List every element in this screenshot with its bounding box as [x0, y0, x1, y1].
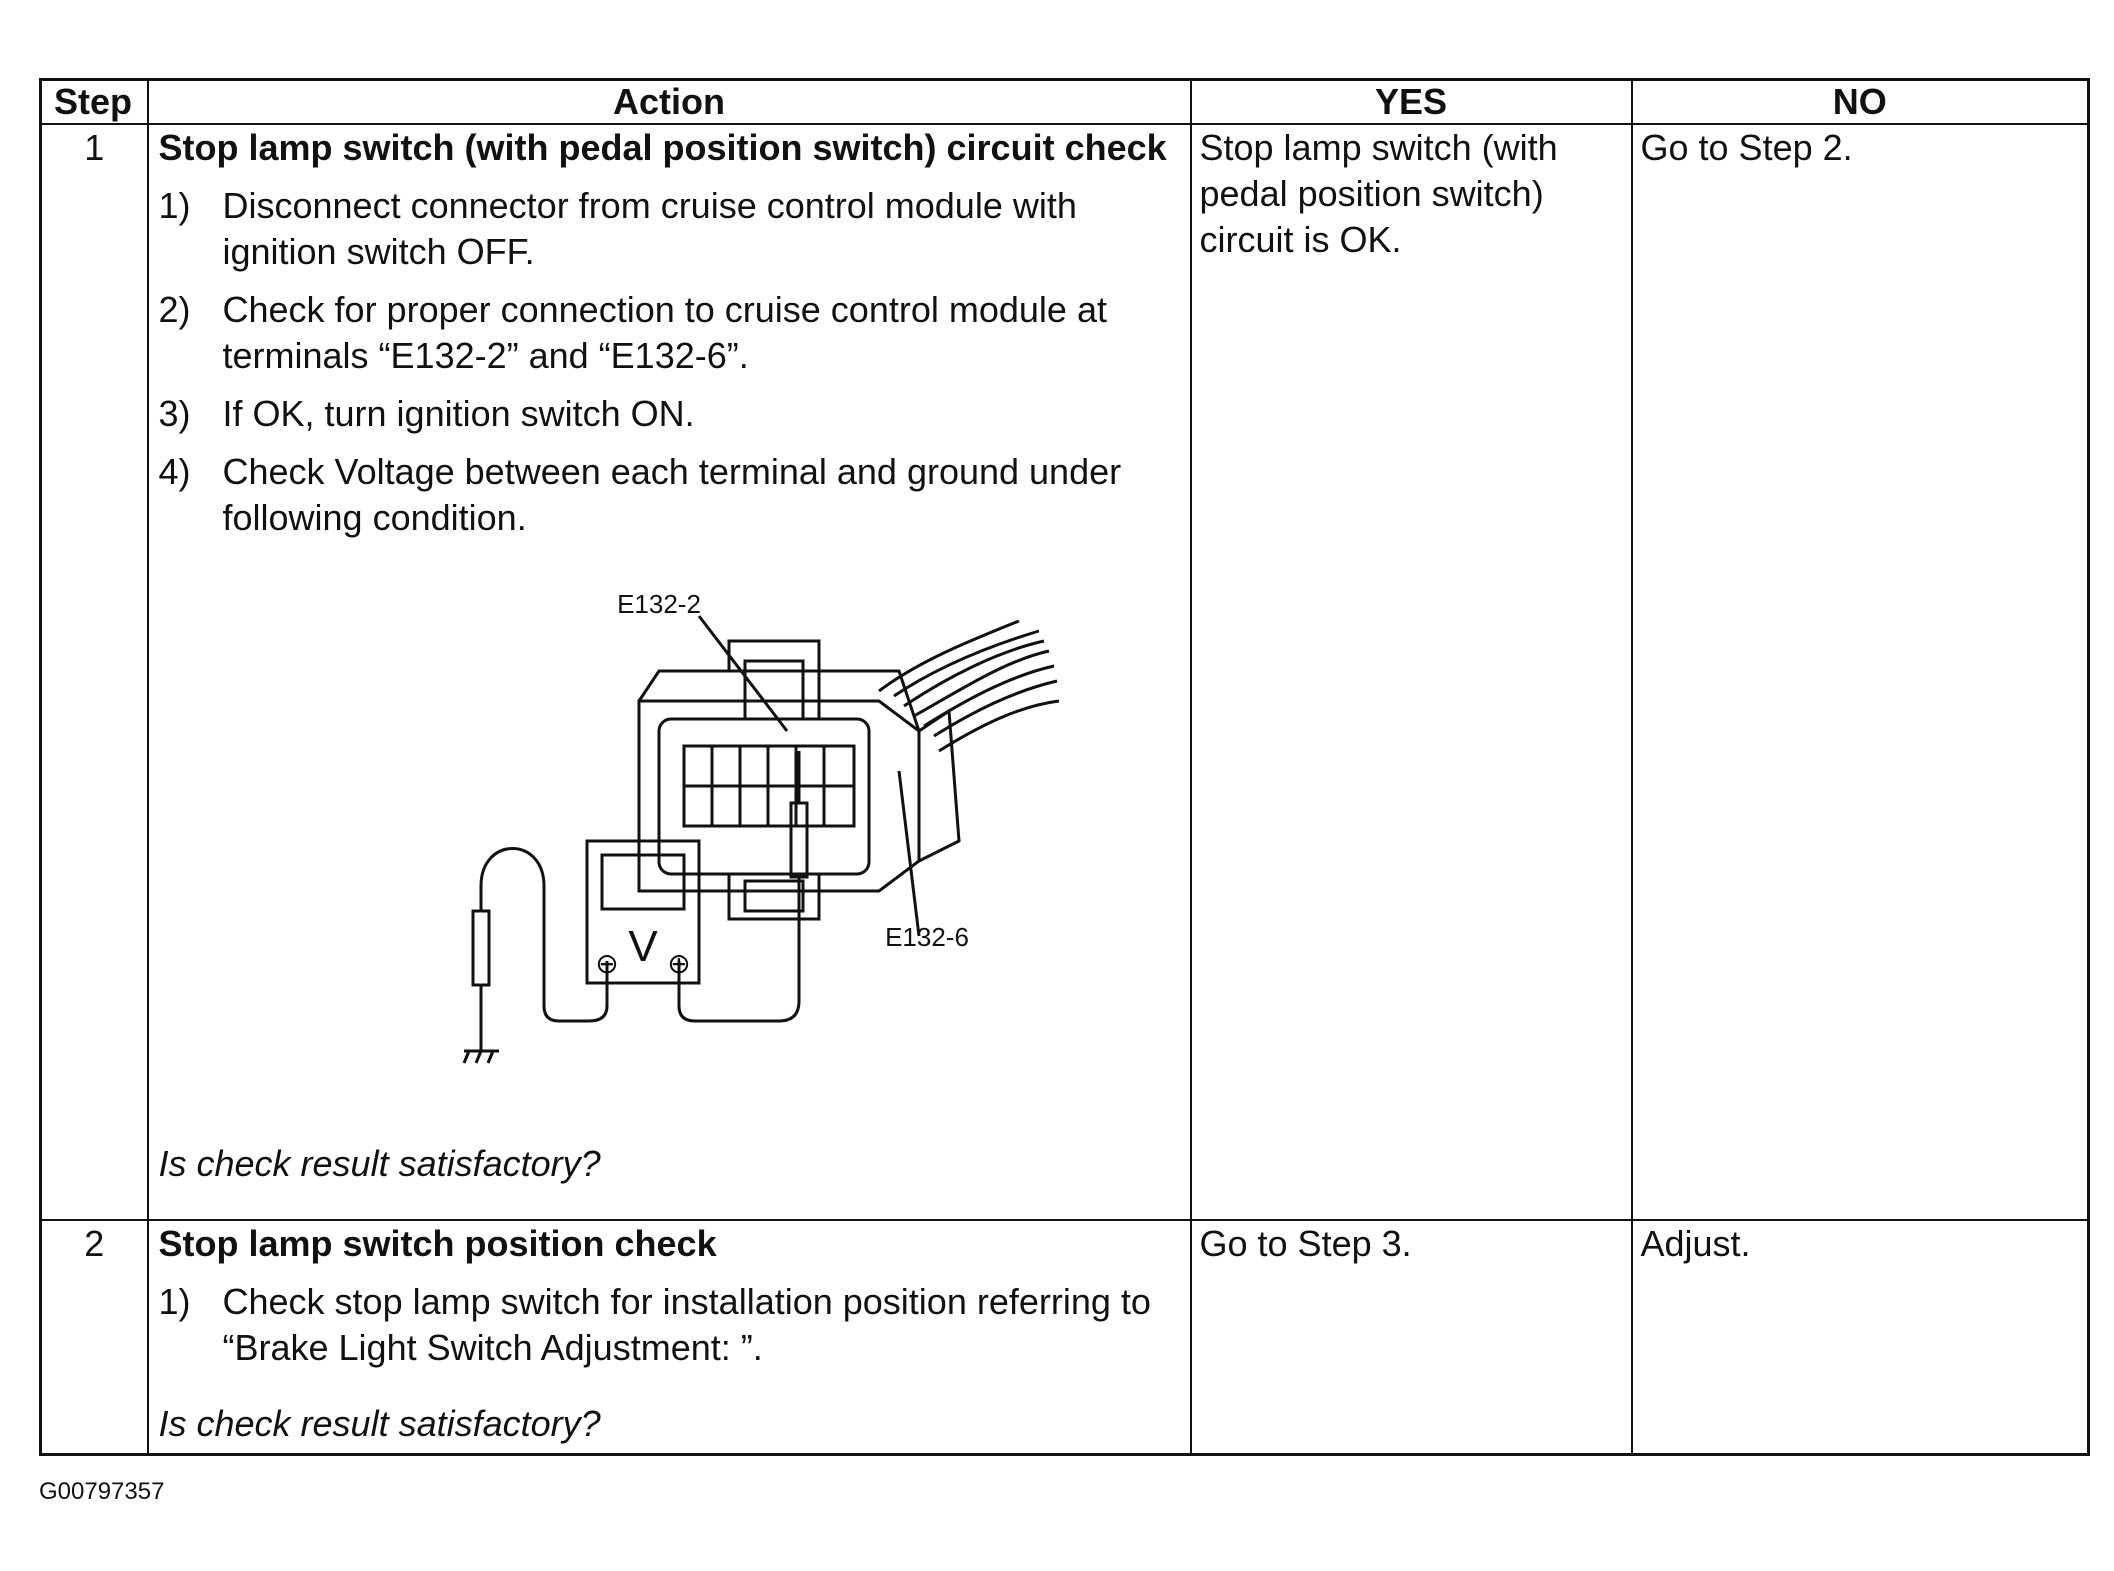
list-item — [159, 391, 1182, 437]
item-number: 3) — [158, 393, 191, 434]
header-row — [41, 80, 2089, 125]
step-title: Stop lamp switch position check — [158, 1223, 717, 1264]
connector-housing — [639, 701, 919, 891]
ground-probe — [473, 911, 489, 985]
item-text: Check Voltage between each terminal and ground under following condition. — [222, 451, 1122, 538]
yes-cell: Go to Step 3. — [1191, 1220, 1632, 1455]
item-number: 2) — [158, 289, 191, 330]
no-cell: Adjust. — [1632, 1220, 2089, 1455]
header-step: Step — [41, 80, 148, 125]
step-title: Stop lamp switch (with pedal position switch) circuit check — [158, 127, 1167, 168]
list-item — [159, 287, 1182, 379]
wire-bundle — [879, 621, 1059, 751]
item-number: 1) — [158, 1281, 191, 1322]
diagnostic-table — [39, 78, 2090, 1456]
label-e132-6: E132-6 — [884, 922, 969, 952]
step-number: 2 — [41, 1220, 148, 1455]
question-text: Is check result satisfactory? — [158, 1143, 601, 1184]
item-text: If OK, turn ignition switch ON. — [222, 393, 695, 434]
probe — [791, 803, 807, 877]
item-number: 4) — [158, 451, 191, 492]
header-action: Action — [148, 80, 1191, 125]
question-text: Is check result satisfactory? — [158, 1403, 601, 1444]
action-cell — [148, 1220, 1191, 1455]
item-number: 1) — [158, 185, 191, 226]
figure-id: G00797357 — [39, 1478, 165, 1505]
header-yes: YES — [1191, 80, 1632, 125]
plus-terminal: ⊕ — [666, 947, 691, 980]
action-cell — [148, 124, 1191, 1220]
label-e132-2: E132-2 — [616, 589, 701, 619]
yes-cell: Stop lamp switch (with pedal position switch) circuit is OK. — [1191, 124, 1632, 1220]
step-row-1 — [41, 124, 2089, 1220]
connector-voltage-diagram — [159, 541, 1182, 1141]
item-text: Disconnect connector from cruise control module with ignition switch OFF. — [222, 185, 1077, 272]
step-number: 1 — [41, 124, 148, 1220]
voltmeter-symbol: V — [627, 922, 658, 971]
diagram-svg — [159, 541, 1179, 1141]
item-text: Check stop lamp switch for installation position referring to “Brake Light Switch Adjustment: ”. — [222, 1281, 1151, 1368]
header-no: NO — [1632, 80, 2089, 125]
item-text: Check for proper connection to cruise control module at terminals “E132-2” and “E132-6”. — [222, 289, 1107, 376]
list-item — [159, 449, 1182, 541]
minus-terminal: ⊖ — [594, 947, 619, 980]
no-cell: Go to Step 2. — [1632, 124, 2089, 1220]
list-item — [159, 183, 1182, 275]
step-row-2 — [41, 1220, 2089, 1455]
list-item — [159, 1279, 1182, 1371]
